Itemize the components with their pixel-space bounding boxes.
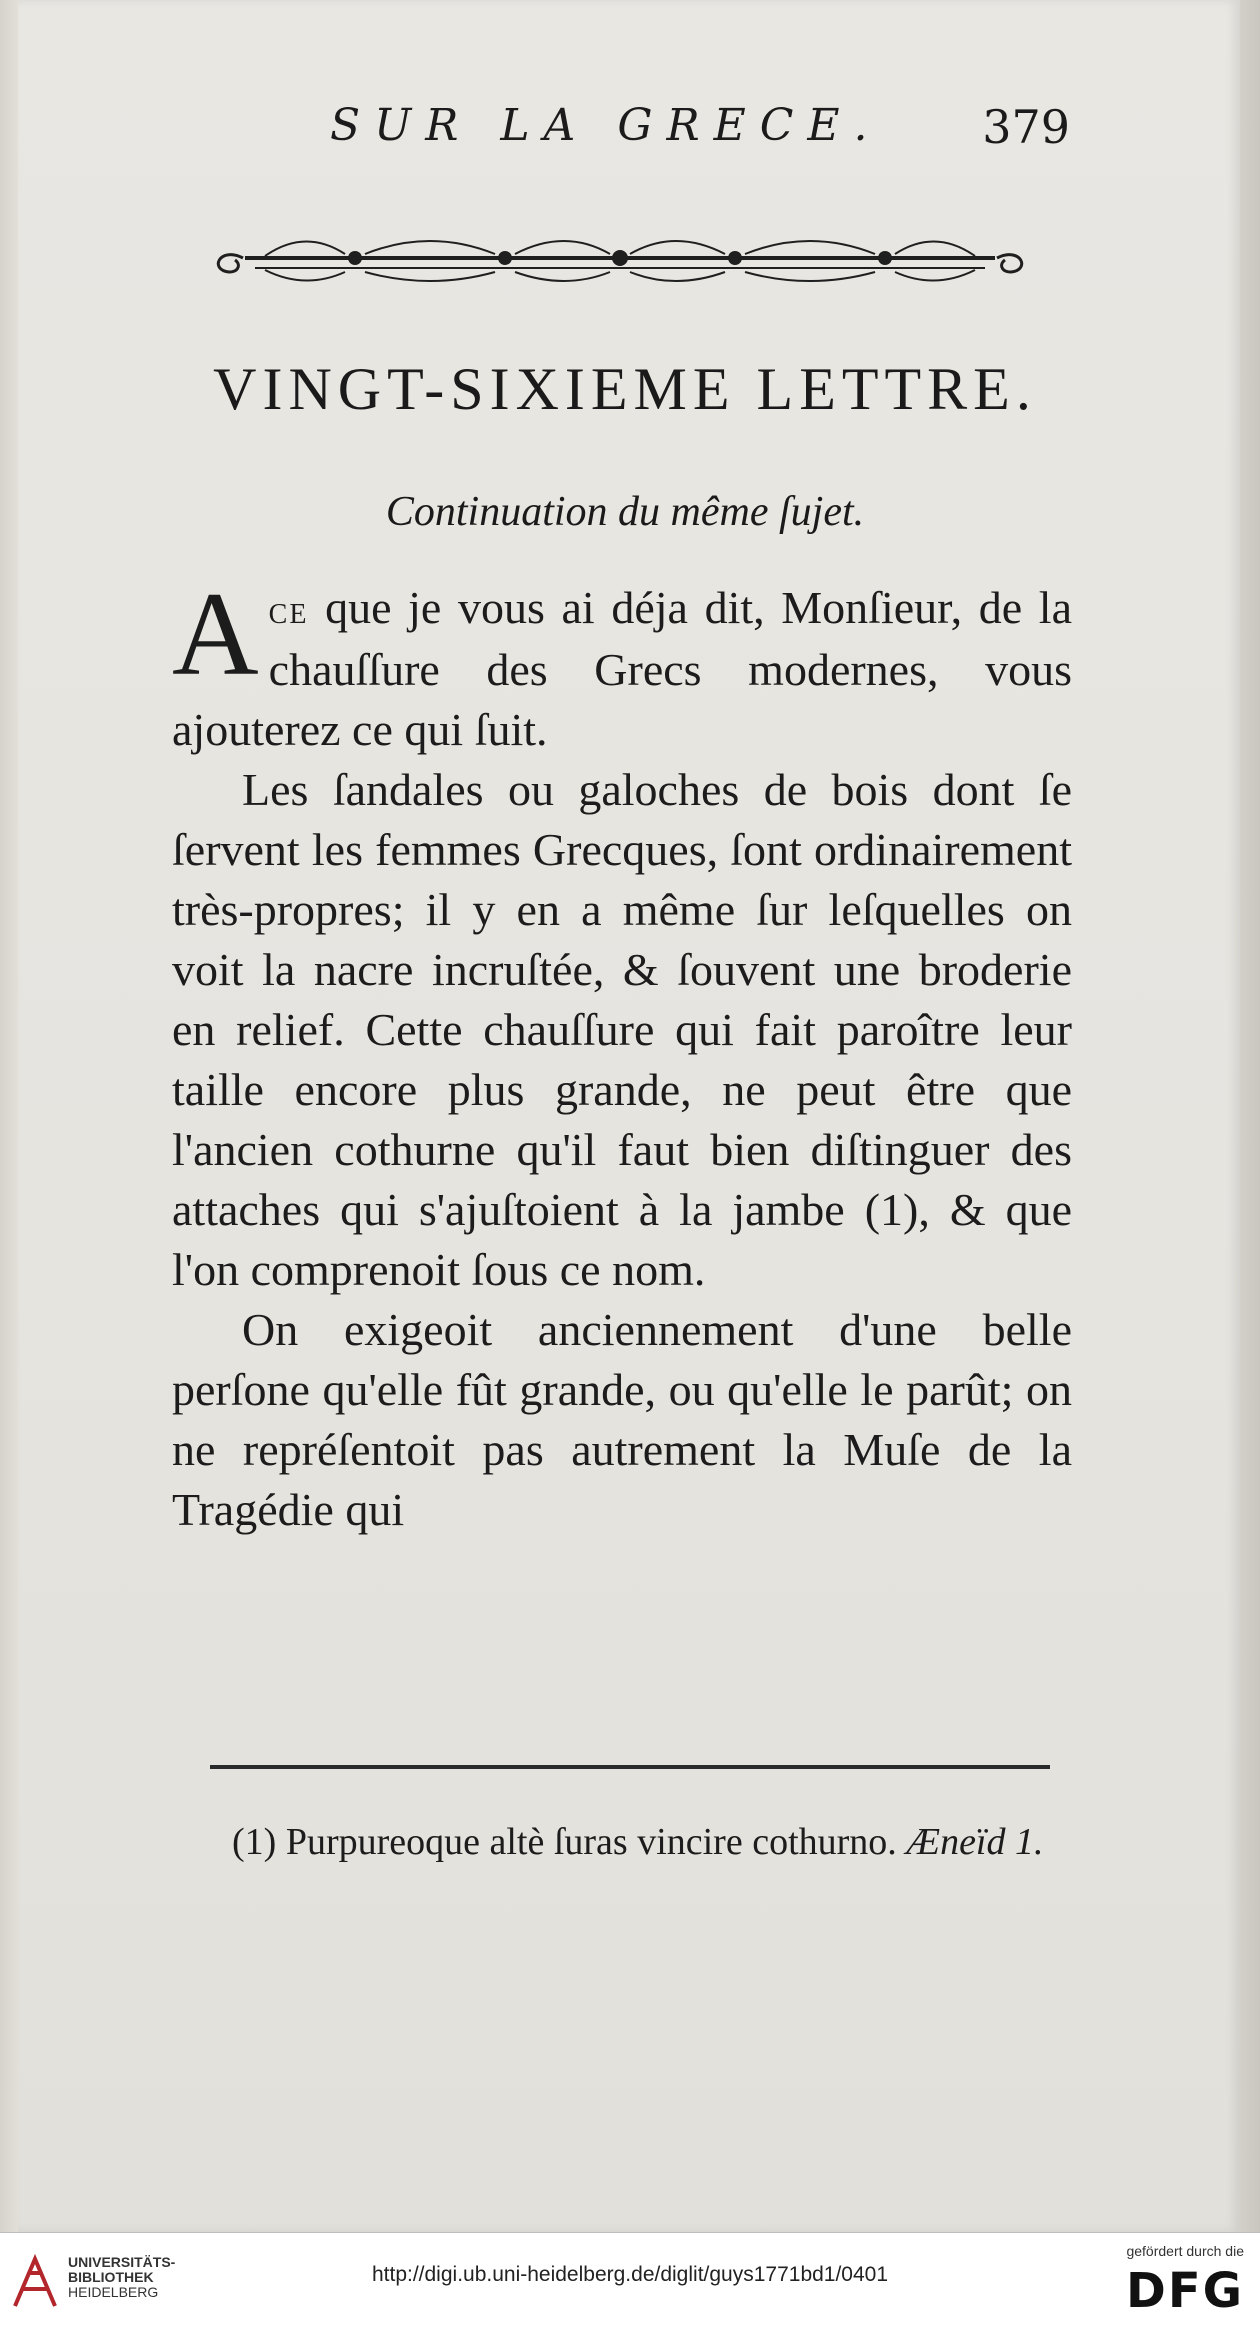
first-word: ce: [268, 587, 309, 632]
page-header: [330, 100, 1070, 160]
footnote-text: Purpureoque altè ſuras vincire cothurno.: [285, 1821, 897, 1863]
paragraph-3: On exigeoit anciennement d'une belle perſone qu'elle fût grande, ou qu'elle le parût; on ne repréſentoit pas autrement la Muſe de la Tragédie qui: [172, 1304, 1072, 1535]
paragraph-2: Les ſandales ou galoches de bois dont ſe ſervent les femmes Grecques, ſont ordinairement très-propres; il y en a même ſur leſquelles on voit la nacre incruſtée, & ſouvent une broderie en relief. Cette chauſſure qui fait paroître leur taille encore plus grande, ne peut être que l'ancien cothurne qu'il faut bien diſtinguer des attaches qui s'ajuſtoient à la jambe (1), & que l'on comprenoit ſous ce nom.: [172, 764, 1072, 1295]
letter-title: VINGT-SIXIEME LETTRE.: [213, 356, 1037, 422]
library-name-line-1: UNIVERSITÄTS-: [68, 2254, 176, 2270]
body-text: [172, 567, 1073, 1540]
footnote-source: Æneïd 1.: [906, 1821, 1044, 1863]
drop-cap: A: [172, 567, 259, 700]
dfg-logo: DFG: [1125, 2263, 1244, 2319]
footnote-marker: (1): [232, 1821, 277, 1863]
page-number: 379: [982, 100, 1070, 154]
letter-subtitle: Continuation du même ſujet.: [385, 489, 865, 535]
footnote-rule: [210, 1765, 1050, 1769]
funded-by-label: gefördert durch die: [1126, 2243, 1244, 2259]
paragraph-1: [172, 567, 1073, 760]
viewer-footer: [0, 2232, 1260, 2326]
library-name-line-3: HEIDELBERG: [68, 2284, 159, 2300]
footnote: [172, 1815, 1072, 1870]
running-title: SUR LA GRECE.: [330, 100, 882, 151]
library-name-line-2: BIBLIOTHEK: [68, 2269, 154, 2285]
paragraph-1-text: que je vous ai déja dit, Monſieur, de la chauſſure des Grecs modernes, vous ajouterez ce qui ſuit.: [172, 582, 1073, 755]
decorative-ornament: [205, 228, 1035, 290]
permalink-url[interactable]: http://digi.ub.uni-heidelberg.de/diglit/guys1771bd1/0401: [371, 2263, 889, 2286]
